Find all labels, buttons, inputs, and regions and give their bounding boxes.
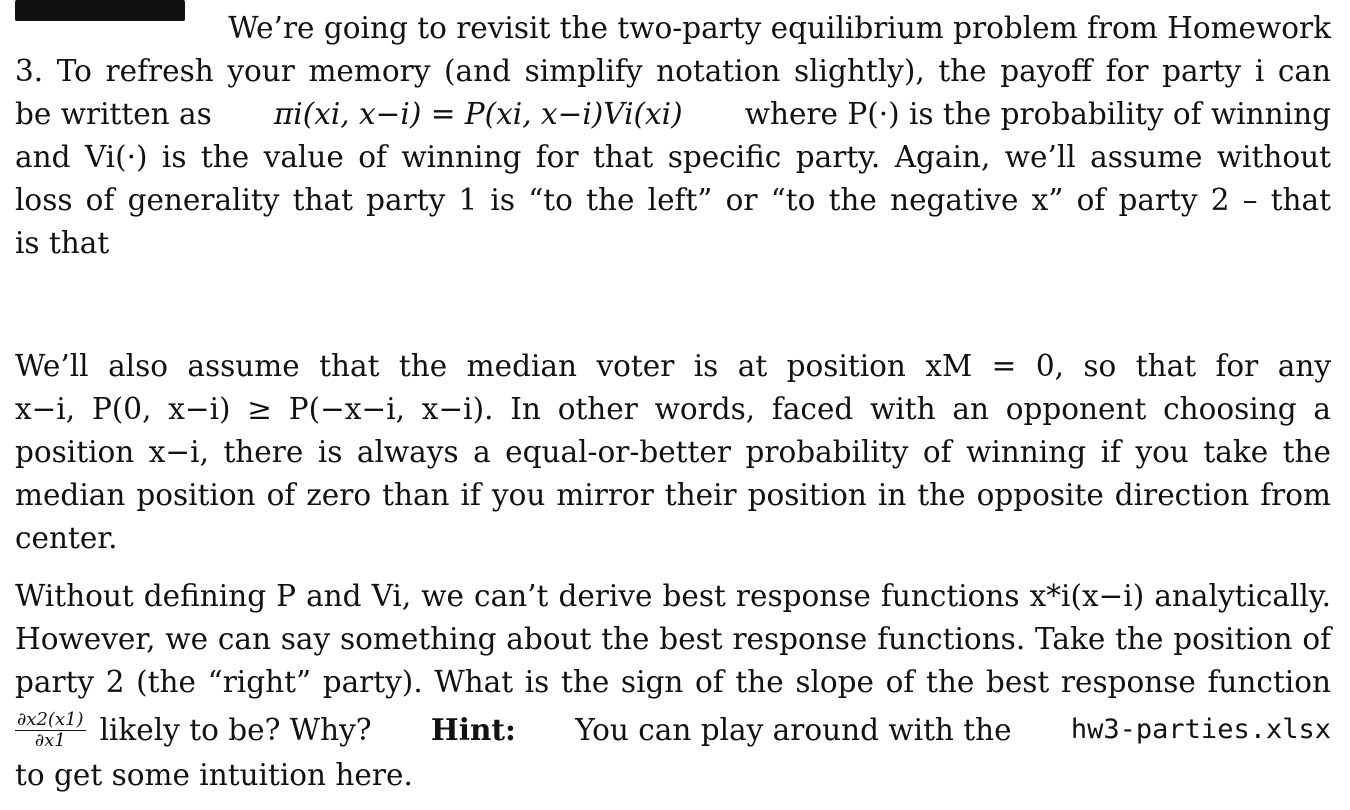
p1-line-6: is that <box>15 226 110 260</box>
p2-line-2: x−i, P(0, x−i) ≥ P(−x−i, x−i). In other words, faced with an opponent choosing a <box>15 392 1331 426</box>
p3-line-4-text <box>100 710 1331 750</box>
p1-line-3-a: be written as <box>15 97 212 131</box>
derivative-fraction <box>15 710 86 751</box>
p1-line-5: loss of generality that party 1 is “to the left” or “to the negative x” of party 2 – that <box>15 183 1331 217</box>
p3-line-4 <box>15 710 1331 750</box>
hint-text: You can play around with the <box>575 713 1012 747</box>
hint-label: Hint: <box>430 712 516 747</box>
p1-line-1 <box>15 8 1331 48</box>
p2-line-4: median position of zero than if you mirror their position in the opposite direction from <box>15 478 1331 512</box>
p3-line-1: Without defining P and Vi, we can’t derive best response functions x*i(x−i) analytically. <box>15 579 1331 613</box>
spreadsheet-filename: hw3-parties.xlsx <box>1070 714 1331 745</box>
payoff-expression: πi(xi, x−i) = P(xi, x−i)Vi(xi) <box>273 97 683 131</box>
p3-line-2: However, we can say something about the best response functions. Take the position of <box>15 622 1331 656</box>
p2-line-3: position x−i, there is always a equal-or-better probability of winning if you take the <box>15 435 1331 469</box>
p2-line-5: center. <box>15 521 118 555</box>
p3-line-4-question: likely to be? Why? <box>99 713 372 747</box>
p3-line-5: to get some intuition here. <box>15 758 413 792</box>
p1-line-4: and Vi(·) is the value of winning for that specific party. Again, we’ll assume without <box>15 140 1331 174</box>
p3-line-3: party 2 (the “right” party). What is the sign of the slope of the best response function <box>15 665 1331 699</box>
redacted-points-marker <box>15 0 185 21</box>
fraction-denominator: ∂x1 <box>34 729 66 751</box>
display-equation <box>15 270 1331 310</box>
p1-line-3-b: where P(·) is the probability of winning <box>744 97 1331 131</box>
fraction-numerator: ∂x2(x1) <box>17 708 84 730</box>
p2-line-1: We’ll also assume that the median voter is at position xM = 0, so that for any <box>15 349 1331 383</box>
p1-line-1-text: We’re going to revisit the two-party equilibrium problem from Homework <box>228 11 1331 45</box>
p1-line-2: 3. To refresh your memory (and simplify notation slightly), the payoff for party i can <box>15 54 1331 88</box>
p1-line-3 <box>15 94 1331 134</box>
